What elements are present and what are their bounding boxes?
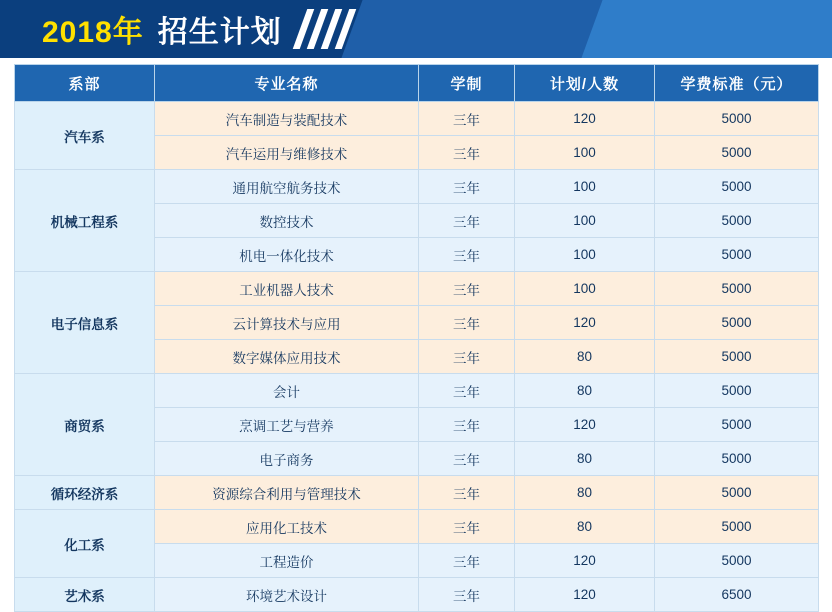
cell-department: 电子信息系 — [15, 272, 155, 374]
cell-major: 环境艺术设计 — [155, 578, 419, 612]
cell-major: 汽车制造与装配技术 — [155, 102, 419, 136]
cell-major: 工业机器人技术 — [155, 272, 419, 306]
cell-major: 云计算技术与应用 — [155, 306, 419, 340]
cell-quota: 100 — [515, 272, 655, 306]
banner-wedge-light — [581, 0, 832, 58]
cell-department: 循环经济系 — [15, 476, 155, 510]
admission-plan-table — [14, 64, 819, 612]
cell-tuition: 5000 — [655, 204, 819, 238]
cell-major: 汽车运用与维修技术 — [155, 136, 419, 170]
cell-quota: 80 — [515, 476, 655, 510]
cell-duration: 三年 — [419, 340, 515, 374]
cell-duration: 三年 — [419, 238, 515, 272]
cell-department: 汽车系 — [15, 102, 155, 170]
cell-major: 资源综合利用与管理技术 — [155, 476, 419, 510]
cell-duration: 三年 — [419, 272, 515, 306]
table-body — [15, 102, 819, 612]
cell-duration: 三年 — [419, 136, 515, 170]
table-row — [15, 578, 819, 612]
cell-tuition: 5000 — [655, 272, 819, 306]
table-row — [15, 510, 819, 544]
cell-tuition: 5000 — [655, 544, 819, 578]
cell-major: 通用航空航务技术 — [155, 170, 419, 204]
column-header-department: 系部 — [15, 65, 155, 102]
cell-tuition: 5000 — [655, 510, 819, 544]
cell-quota: 120 — [515, 408, 655, 442]
cell-quota: 100 — [515, 238, 655, 272]
cell-quota: 120 — [515, 306, 655, 340]
table-row — [15, 476, 819, 510]
table-row — [15, 272, 819, 306]
cell-duration: 三年 — [419, 306, 515, 340]
cell-major: 电子商务 — [155, 442, 419, 476]
banner-year: 2018年 — [42, 16, 144, 49]
cell-major: 应用化工技术 — [155, 510, 419, 544]
cell-duration: 三年 — [419, 476, 515, 510]
cell-department: 艺术系 — [15, 578, 155, 612]
column-header-major: 专业名称 — [155, 65, 419, 102]
cell-department: 商贸系 — [15, 374, 155, 476]
cell-tuition: 5000 — [655, 136, 819, 170]
cell-tuition: 5000 — [655, 340, 819, 374]
cell-tuition: 5000 — [655, 102, 819, 136]
cell-duration: 三年 — [419, 544, 515, 578]
cell-tuition: 6500 — [655, 578, 819, 612]
cell-quota: 100 — [515, 170, 655, 204]
cell-department: 化工系 — [15, 510, 155, 578]
cell-duration: 三年 — [419, 374, 515, 408]
cell-major: 机电一体化技术 — [155, 238, 419, 272]
slash-decoration-icon — [300, 9, 370, 49]
cell-quota: 80 — [515, 510, 655, 544]
column-header-duration: 学制 — [419, 65, 515, 102]
cell-tuition: 5000 — [655, 238, 819, 272]
cell-quota: 100 — [515, 204, 655, 238]
cell-quota: 120 — [515, 102, 655, 136]
cell-tuition: 5000 — [655, 408, 819, 442]
cell-duration: 三年 — [419, 170, 515, 204]
cell-tuition: 5000 — [655, 374, 819, 408]
cell-quota: 100 — [515, 136, 655, 170]
cell-tuition: 5000 — [655, 170, 819, 204]
table-container — [0, 58, 832, 612]
table-header — [15, 65, 819, 102]
cell-major: 数字媒体应用技术 — [155, 340, 419, 374]
cell-tuition: 5000 — [655, 306, 819, 340]
cell-duration: 三年 — [419, 578, 515, 612]
cell-duration: 三年 — [419, 204, 515, 238]
cell-duration: 三年 — [419, 408, 515, 442]
column-header-tuition: 学费标准（元） — [655, 65, 819, 102]
cell-quota: 80 — [515, 442, 655, 476]
cell-quota: 80 — [515, 374, 655, 408]
cell-duration: 三年 — [419, 510, 515, 544]
cell-tuition: 5000 — [655, 442, 819, 476]
column-header-quota: 计划/人数 — [515, 65, 655, 102]
cell-major: 数控技术 — [155, 204, 419, 238]
table-row — [15, 170, 819, 204]
cell-major: 工程造价 — [155, 544, 419, 578]
table-row — [15, 374, 819, 408]
cell-major: 会计 — [155, 374, 419, 408]
cell-quota: 80 — [515, 340, 655, 374]
cell-duration: 三年 — [419, 442, 515, 476]
page-banner — [0, 0, 832, 58]
cell-tuition: 5000 — [655, 476, 819, 510]
cell-quota: 120 — [515, 578, 655, 612]
cell-major: 烹调工艺与营养 — [155, 408, 419, 442]
table-row — [15, 102, 819, 136]
banner-subtitle: 招生计划 — [157, 16, 282, 49]
cell-duration: 三年 — [419, 102, 515, 136]
page-title — [42, 7, 282, 51]
cell-department: 机械工程系 — [15, 170, 155, 272]
cell-quota: 120 — [515, 544, 655, 578]
table-header-row — [15, 65, 819, 102]
